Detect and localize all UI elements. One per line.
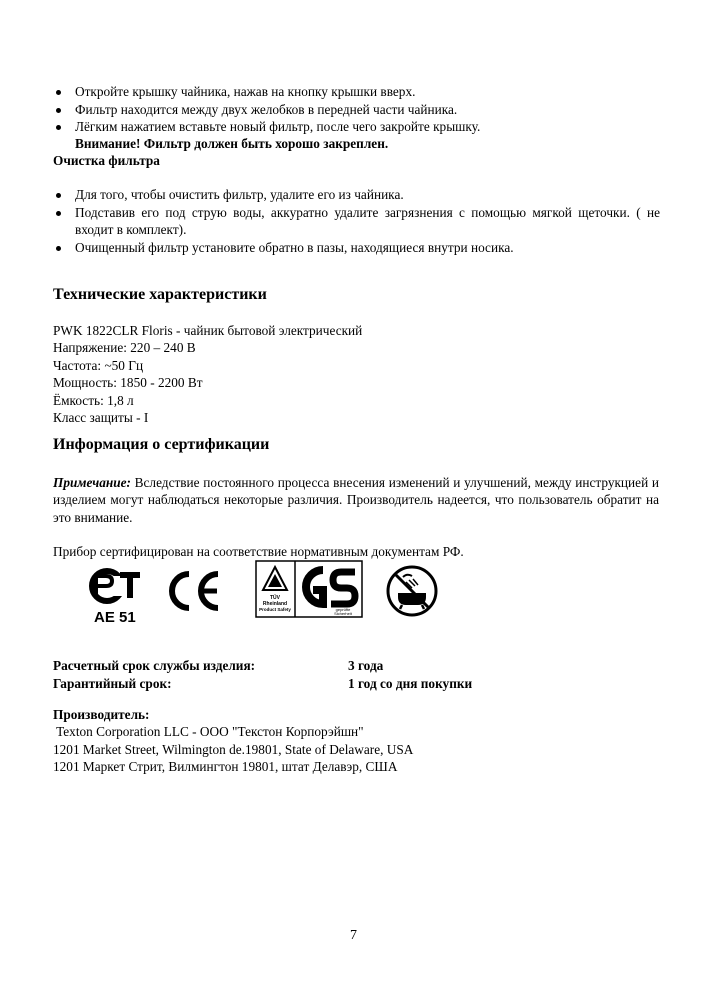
ce-mark-icon <box>165 568 225 614</box>
list-item: Подставив его под струю воды, аккуратно удалите загрязнения с помощью мягкой щеточки. ( не входит в комплект). <box>53 204 660 239</box>
gs-sub1: geprüfte <box>335 607 351 612</box>
tuv-line2: Rheinland <box>262 601 288 607</box>
spec-line: Класс защиты - I <box>53 410 149 426</box>
certification-statement: Прибор сертифицирован на соответствие нормативным документам РФ. <box>53 544 464 559</box>
note-label: Примечание: <box>53 475 131 490</box>
ce-mark-label: CE <box>165 568 167 569</box>
list-item: Фильтр находится между двух желобков в передней части чайника. <box>53 101 660 119</box>
spec-line: PWK 1822CLR Floris - чайник бытовой электрический <box>53 323 363 338</box>
rst-code: AE 51 <box>94 609 136 626</box>
list-item: Для того, чтобы очистить фильтр, удалите его из чайника. <box>53 186 660 204</box>
filter-warning: Внимание! Фильтр должен быть хорошо закреплен. <box>75 136 389 151</box>
no-bath-use-icon <box>385 564 439 618</box>
tuv-line1: TÜV <box>270 595 280 601</box>
spec-line: Мощность: 1850 - 2200 Вт <box>53 375 203 391</box>
page-number: 7 <box>350 928 357 943</box>
specs-heading: Технические характеристики <box>53 286 267 303</box>
note-paragraph <box>53 474 659 526</box>
manufacturer-line: Texton Corporation LLC - ООО "Текстон Корпорэйшн" <box>53 724 364 740</box>
service-life-value: 3 года <box>348 658 384 673</box>
gs-mark-label: GS <box>255 560 257 561</box>
manufacturer-line: 1201 Маркет Стрит, Вилмингтон 19801, штат Делавэр, США <box>53 759 398 775</box>
certification-logos <box>85 560 445 630</box>
warranty-row <box>53 675 473 693</box>
list-item: Лёгким нажатием вставьте новый фильтр, после чего закройте крышку. <box>53 118 660 136</box>
service-life-row <box>53 657 384 675</box>
spec-line: Ёмкость: 1,8 л <box>53 392 134 408</box>
note-text: Вследствие постоянного процесса внесения изменений и улучшений, между инструкцией и изделием могут наблюдаться некоторые различия. Производитель надеется, что пользователь обратит на это внимание. <box>53 475 659 525</box>
tuv-gs-mark-icon <box>255 560 363 618</box>
filter-install-list <box>53 83 660 136</box>
manufacturer-block <box>53 706 659 776</box>
manufacturer-line: 1201 Market Street, Wilmington de.19801, State of Delaware, USA <box>53 741 414 757</box>
manufacturer-heading: Производитель: <box>53 707 150 722</box>
gs-sub2: Sicherheit <box>334 611 352 616</box>
list-item: Откройте крышку чайника, нажав на кнопку крышки вверх. <box>53 83 660 101</box>
warranty-value: 1 год со дня покупки <box>348 676 473 691</box>
cleaning-heading: Очистка фильтра <box>53 153 160 168</box>
spec-line: Напряжение: 220 – 240 В <box>53 340 196 356</box>
rst-certification-icon <box>87 564 149 626</box>
specs-block <box>53 322 659 426</box>
warranty-label: Гарантийный срок: <box>53 676 172 691</box>
service-life-label: Расчетный срок службы изделия: <box>53 658 256 673</box>
certification-heading: Информация о сертификации <box>53 436 270 453</box>
tuv-line3: Product Safety <box>259 607 291 612</box>
filter-cleaning-list <box>53 186 660 256</box>
list-item: Очищенный фильтр установите обратно в пазы, находящиеся внутри носика. <box>53 239 660 257</box>
spec-line: Частота: ~50 Гц <box>53 357 144 373</box>
